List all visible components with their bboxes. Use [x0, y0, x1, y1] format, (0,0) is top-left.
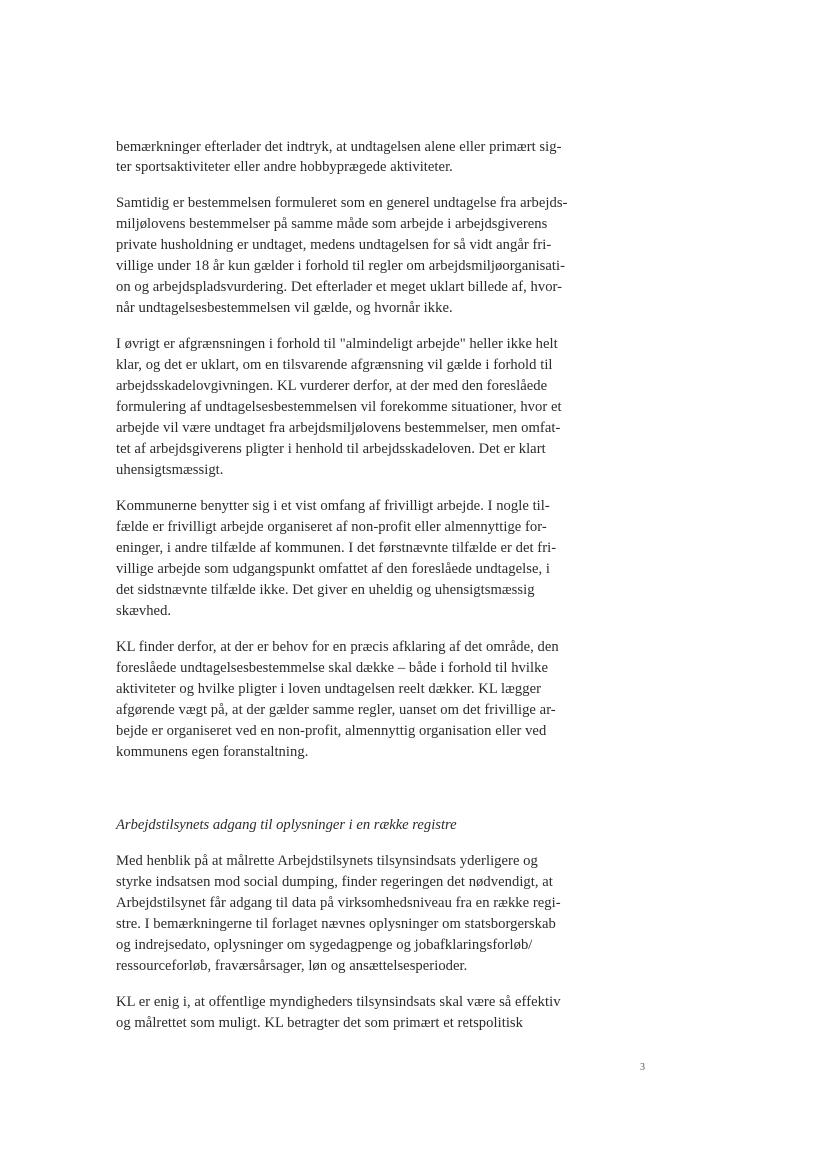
text-line: ressourceforløb, fraværsårsager, løn og ansættelsesperioder. [116, 958, 468, 974]
text-line: KL finder derfor, at der er behov for en præcis afklaring af det område, den [116, 639, 559, 655]
text-line: fælde er frivilligt arbejde organiseret af non-profit eller almennyttige for- [116, 519, 547, 535]
text-line: Samtidig er bestemmelsen formuleret som en generel undtagelse fra arbejds- [116, 195, 568, 211]
text-line: Kommunerne benytter sig i et vist omfang af frivilligt arbejde. I nogle til- [116, 498, 550, 514]
text-line: afgørende vægt på, at der gælder samme regler, uanset om det frivillige ar- [116, 702, 556, 718]
text-line: KL er enig i, at offentlige myndigheders tilsynsindsats skal være så effektiv [116, 994, 561, 1010]
text-line: miljølovens bestemmelser på samme måde som arbejde i arbejdsgiverens [116, 216, 548, 232]
section-heading: Arbejdstilsynets adgang til oplysninger i en række registre [116, 817, 457, 833]
text-line: og målrettet som muligt. KL betragter det som primært et retspolitisk [116, 1015, 524, 1031]
text-line: Med henblik på at målrette Arbejdstilsynets tilsynsindsats yderligere og [116, 853, 538, 869]
text-line: I øvrigt er afgrænsningen i forhold til "almindeligt arbejde" heller ikke helt [116, 336, 558, 352]
text-line: tet af arbejdsgiverens pligter i henhold til arbejdsskadeloven. Det er klart [116, 441, 546, 457]
text-line: styrke indsatsen mod social dumping, finder regeringen det nødvendigt, at [116, 874, 553, 890]
text-line: bemærkninger efterlader det indtryk, at undtagelsen alene eller primært sig- [116, 139, 562, 155]
text-line: klar, og det er uklart, om en tilsvarende afgrænsning vil gælde i forhold til [116, 357, 553, 373]
text-line: eninger, i andre tilfælde af kommunen. I det førstnævnte tilfælde er det fri- [116, 540, 557, 556]
text-line: arbejde vil være undtaget fra arbejdsmiljølovens bestemmelser, men omfat- [116, 420, 561, 436]
text-line: når undtagelsesbestemmelsen vil gælde, og hvornår ikke. [116, 300, 453, 316]
text-line: bejde er organiseret ved en non-profit, almennyttig organisation eller ved [116, 723, 547, 739]
text-line: ter sportsaktiviteter eller andre hobbyprægede aktiviteter. [116, 159, 453, 175]
page-number: 3 [640, 1062, 645, 1073]
text-line: det sidstnævnte tilfælde ikke. Det giver en uheldig og uhensigtsmæssig [116, 582, 535, 598]
text-line: villige under 18 år kun gælder i forhold til regler om arbejdsmiljøorganisati- [116, 258, 566, 274]
text-line: kommunens egen foranstaltning. [116, 744, 309, 760]
text-line: skævhed. [116, 603, 172, 619]
text-line: uhensigtsmæssigt. [116, 462, 224, 478]
text-line: foreslåede undtagelsesbestemmelse skal dække – både i forhold til hvilke [116, 660, 548, 676]
text-line: aktiviteter og hvilke pligter i loven undtagelsen reelt dækker. KL lægger [116, 681, 542, 697]
text-line: arbejdsskadelovgivningen. KL vurderer derfor, at der med den foreslåede [116, 378, 548, 394]
text-line: stre. I bemærkningerne til forlaget nævnes oplysninger om statsborgerskab [116, 916, 556, 932]
text-line: villige arbejde som udgangspunkt omfattet af den foreslåede undtagelse, i [116, 561, 551, 577]
text-line: Arbejdstilsynet får adgang til data på virksomhedsniveau fra en række regi- [116, 895, 561, 911]
text-line: og indrejsedato, oplysninger om sygedagpenge og jobafklaringsforløb/ [116, 937, 533, 953]
text-line: formulering af undtagelsesbestemmelsen vil forekomme situationer, hvor et [116, 399, 562, 415]
text-line: on og arbejdspladsvurdering. Det efterlader et meget uklart billede af, hvor- [116, 279, 563, 295]
text-line: private husholdning er undtaget, medens undtagelsen for så vidt angår fri- [116, 237, 552, 253]
